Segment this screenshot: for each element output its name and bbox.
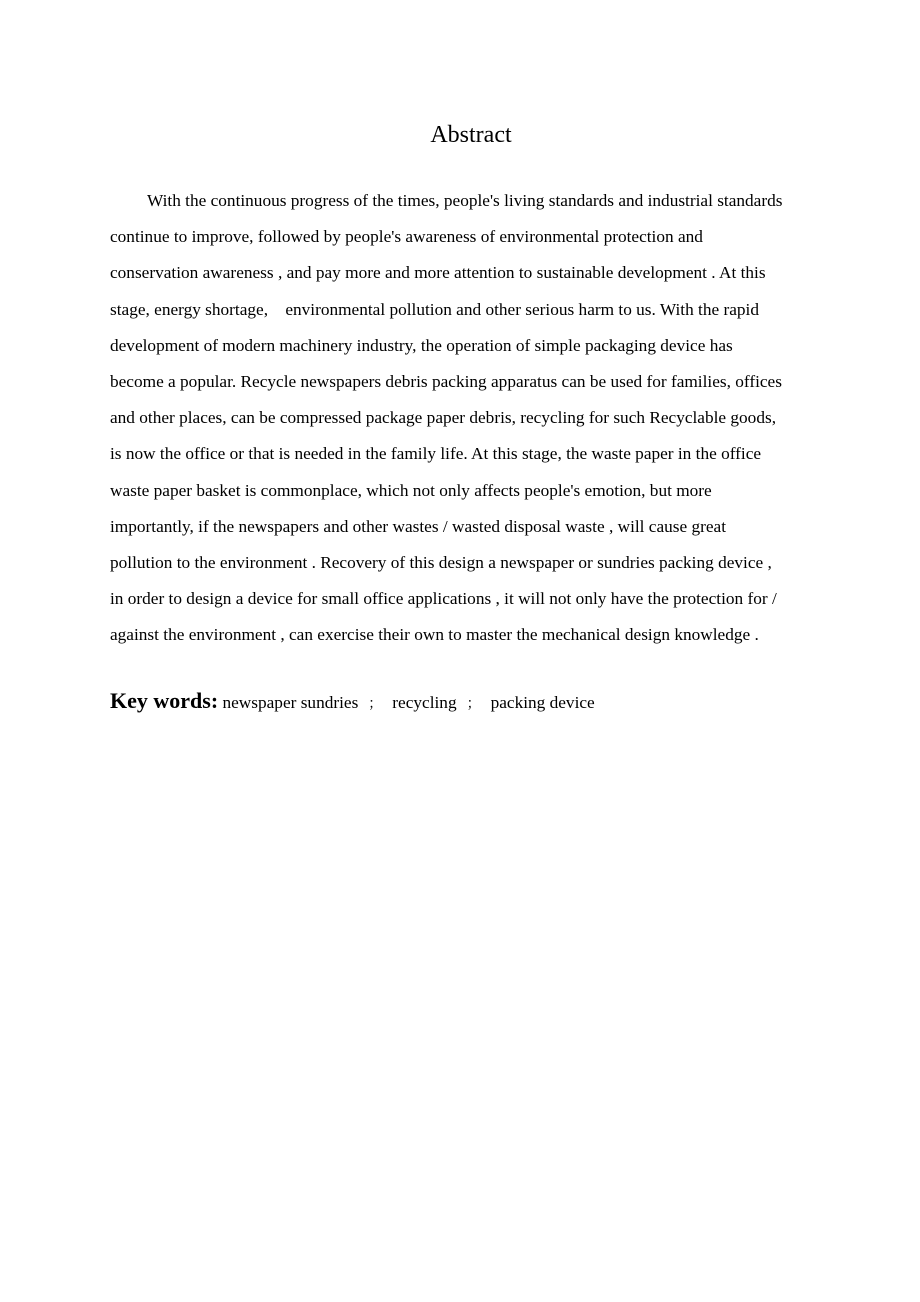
abstract-title: Abstract (430, 122, 512, 148)
keyword-separator: ； (466, 697, 481, 712)
keywords-line (110, 686, 850, 720)
abstract-line: become a popular. Recycle newspapers debris packing apparatus can be used for families, offices (110, 372, 782, 392)
abstract-line: is now the office or that is needed in the family life. At this stage, the waste paper in the office (110, 444, 762, 464)
abstract-line: pollution to the environment . Recovery of this design a newspaper or sundries packing device , (110, 553, 772, 573)
abstract-line: waste paper basket is commonplace, which not only affects people's emotion, but more (110, 480, 712, 500)
abstract-line: and other places, can be compressed package paper debris, recycling for such Recyclable goods, (110, 408, 777, 428)
keyword-item: recycling (392, 693, 457, 712)
abstract-line: in order to design a device for small office applications , it will not only have the protection for / (110, 589, 777, 609)
abstract-line: importantly, if the newspapers and other wastes / wasted disposal waste , will cause great (110, 516, 727, 536)
keyword-item: packing device (490, 693, 595, 712)
abstract-body (110, 183, 850, 654)
abstract-line: development of modern machinery industry, the operation of simple packaging device has (110, 335, 733, 355)
abstract-line: stage, energy shortage, environmental pollution and other serious harm to us. With the rapid (110, 299, 759, 319)
abstract-line: against the environment , can exercise their own to master the mechanical design knowledge . (110, 625, 759, 645)
abstract-line: With the continuous progress of the times, people's living standards and industrial standards (147, 191, 783, 210)
keyword-item: newspaper sundries (222, 693, 359, 712)
keywords-label: Key words: (110, 688, 219, 713)
abstract-line: conservation awareness , and pay more and more attention to sustainable development . At this (110, 263, 766, 283)
abstract-line: continue to improve, followed by people's awareness of environmental protection and (110, 227, 703, 247)
keyword-separator: ； (368, 697, 383, 712)
